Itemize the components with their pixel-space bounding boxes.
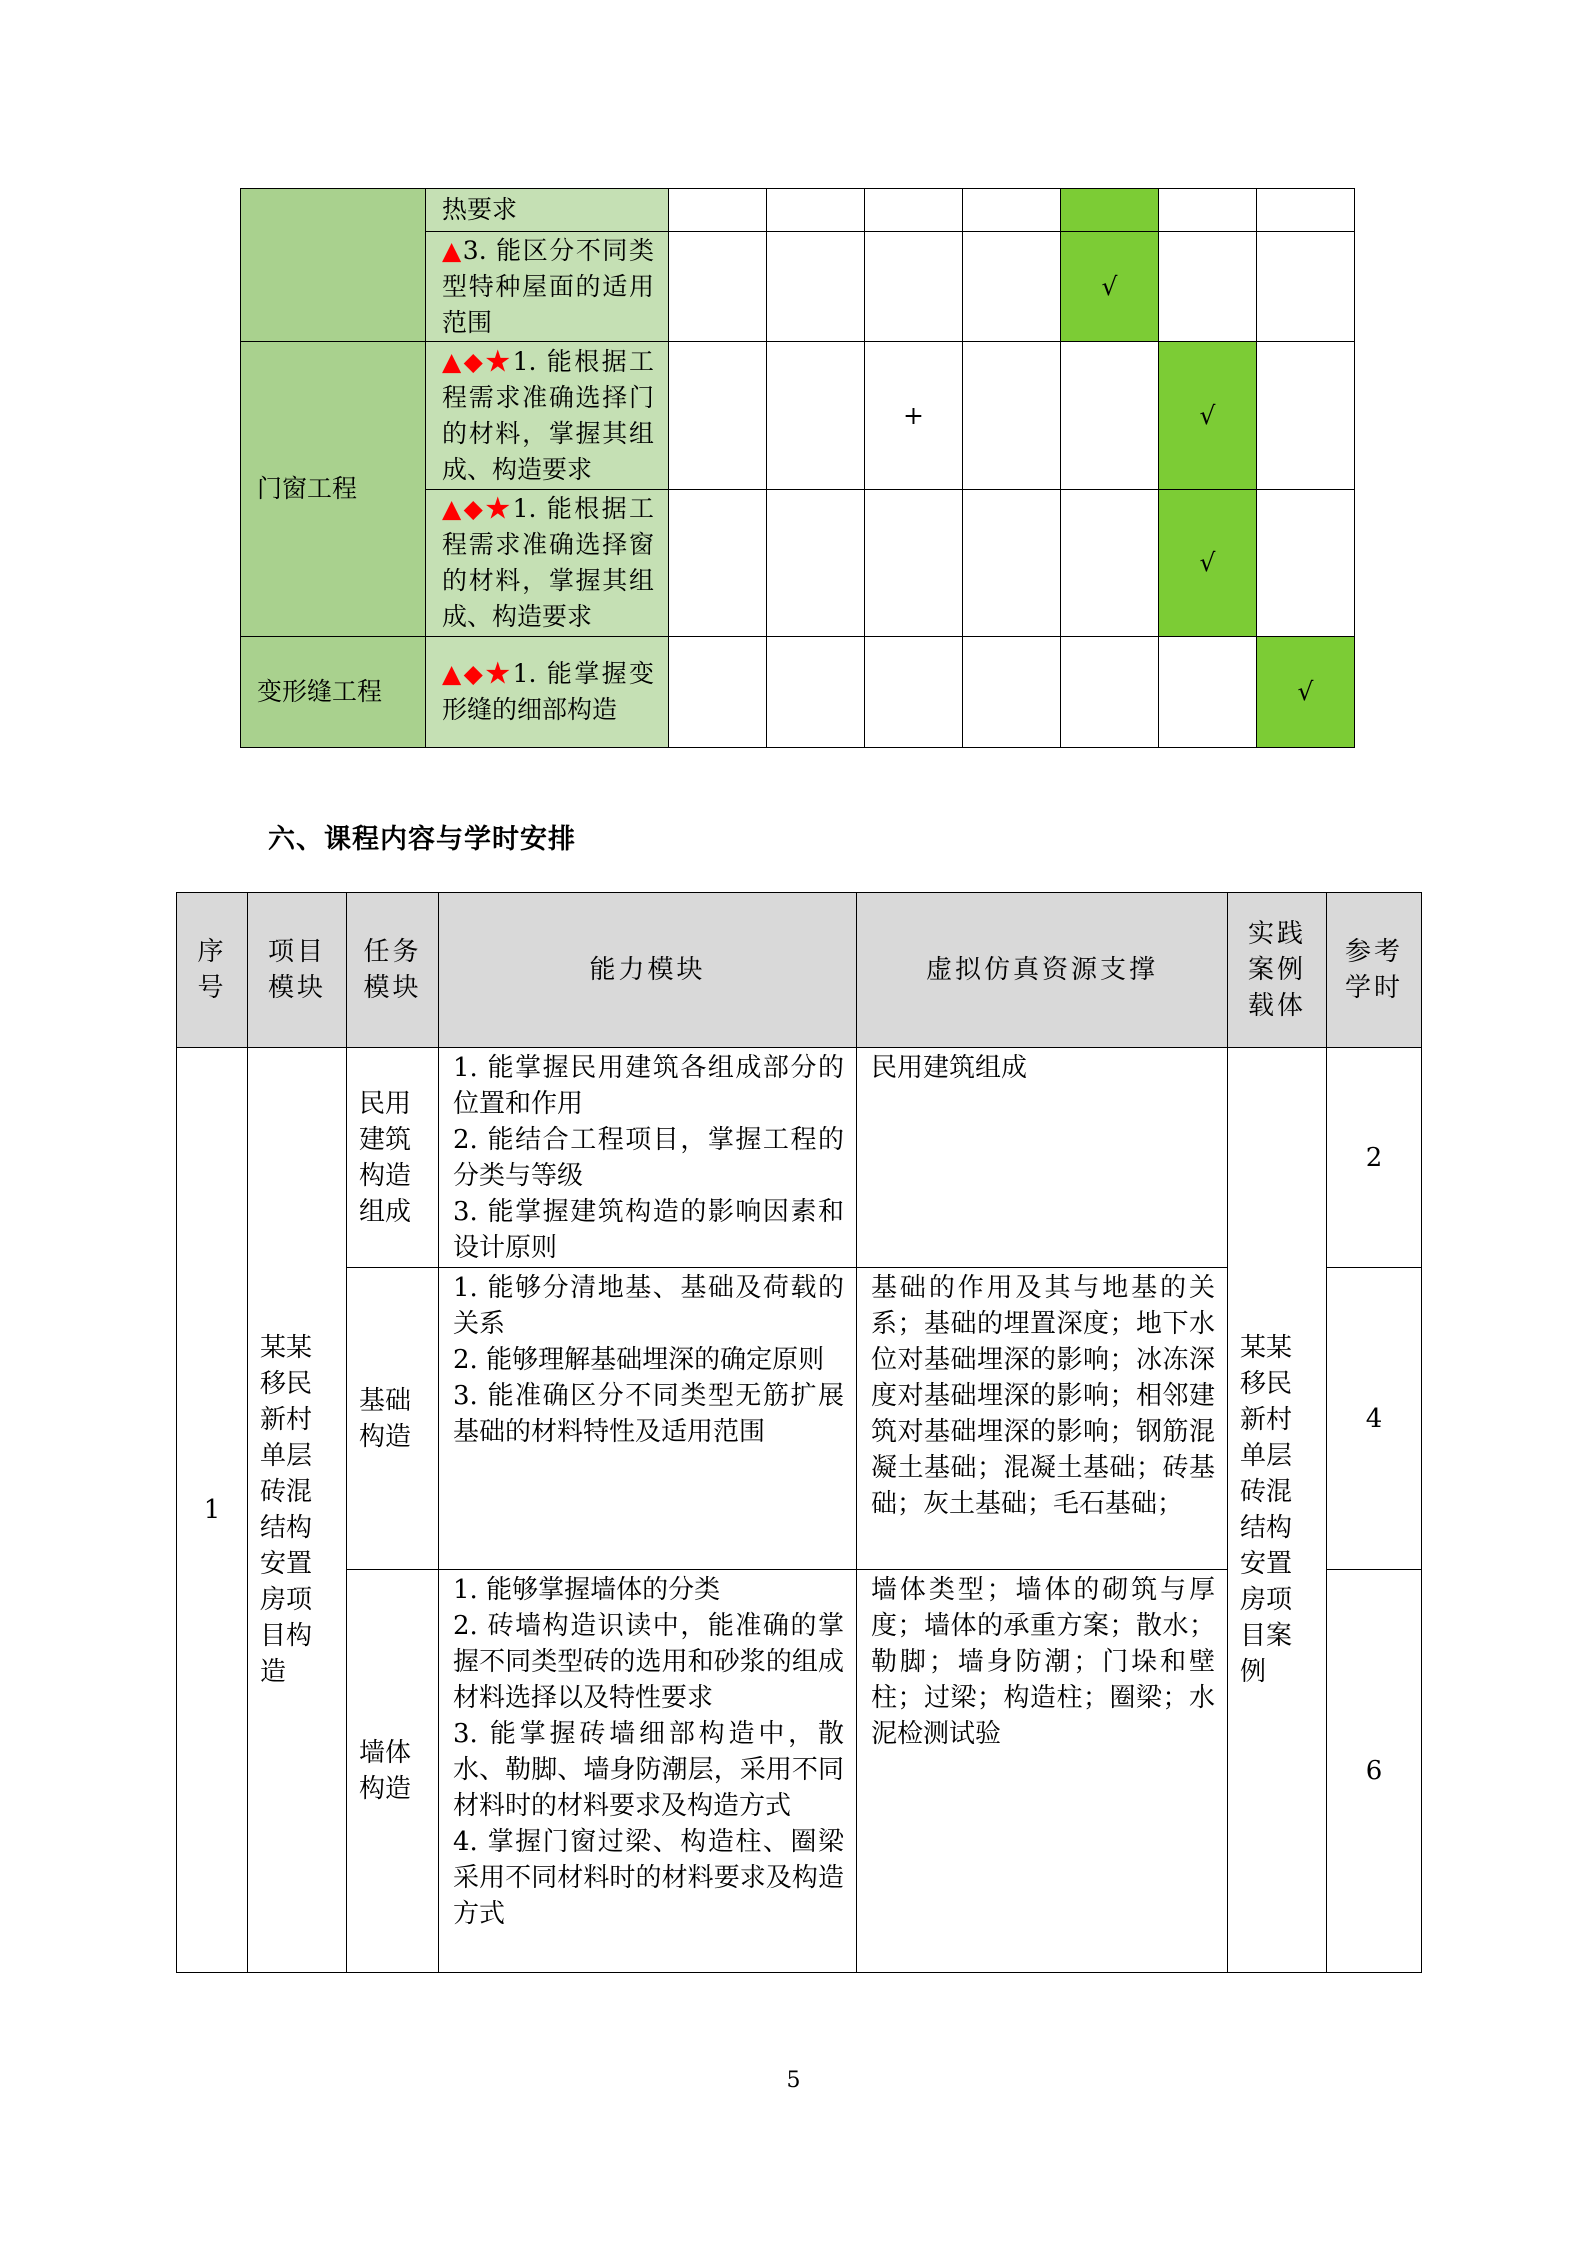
ability-item: 3. 能掌握砖墙细部构造中，散水、勒脚、墙身防潮层，采用不同材料时的材料要求及构造方式 (453, 1719, 844, 1821)
header-reference-hours: 参考学时 (1327, 893, 1422, 1048)
competency-matrix-table (240, 188, 1355, 748)
hours-cell: 6 (1327, 1570, 1422, 1973)
competency-symbols: ▲ (442, 235, 463, 265)
ability-item: 3. 能掌握建筑构造的影响因素和设计原则 (453, 1197, 844, 1263)
resource-cell: 基础的作用及其与地基的关系；基础的埋置深度；地下水位对基础埋深的影响；冰冻深度对基础埋深的影响；相邻建筑对基础埋深的影响；钢筋混凝土基础；混凝土基础；砖基础；灰土基础；毛石基础； (857, 1268, 1228, 1570)
matrix-mark-cell (669, 342, 767, 490)
matrix-mark-cell (767, 342, 865, 490)
resource-cell: 墙体类型；墙体的砌筑与厚度；墙体的承重方案；散水；勒脚；墙身防潮；门垛和壁柱；过梁；构造柱；圈梁；水泥检测试验 (857, 1570, 1228, 1973)
header-simulation-resource: 虚拟仿真资源支撑 (857, 893, 1228, 1048)
matrix-mark-cell (963, 490, 1061, 637)
matrix-mark-cell (767, 189, 865, 232)
matrix-module-cell: 门窗工程 (241, 342, 426, 637)
matrix-mark-cell (669, 637, 767, 748)
matrix-mark-cell (1061, 637, 1159, 748)
matrix-mark-cell-highlighted: √ (1159, 490, 1257, 637)
matrix-mark-cell (963, 637, 1061, 748)
hours-cell: 2 (1327, 1048, 1422, 1268)
matrix-ability-cell (426, 637, 669, 748)
matrix-module-cell: 变形缝工程 (241, 637, 426, 748)
matrix-ability-cell (426, 342, 669, 490)
ability-text: 1. 能掌握变形缝的细部构造 (442, 659, 654, 724)
course-content-table (176, 892, 1422, 1973)
header-ability-module: 能力模块 (439, 893, 857, 1048)
seq-cell: 1 (177, 1048, 248, 1973)
matrix-mark-cell-highlighted: √ (1257, 637, 1355, 748)
page-number: 5 (786, 2068, 801, 2093)
ability-text: 3. 能区分不同类型特种屋面的适用范围 (442, 235, 654, 337)
matrix-mark-cell (1159, 232, 1257, 342)
competency-symbols: ▲◆★ (442, 659, 513, 688)
matrix-mark-cell (963, 232, 1061, 342)
matrix-mark-cell (767, 232, 865, 342)
header-project-module: 项目模块 (248, 893, 347, 1048)
ability-item: 1. 能够分清地基、基础及荷载的关系 (453, 1273, 844, 1339)
task-module-cell: 民用建筑构造组成 (347, 1048, 439, 1268)
project-module-cell: 某某移民新村单层砖混结构安置房项目构造 (248, 1048, 347, 1973)
matrix-mark-cell (1159, 189, 1257, 232)
competency-symbols: ▲◆★ (442, 494, 513, 523)
matrix-mark-cell (669, 490, 767, 637)
matrix-mark-cell (1159, 637, 1257, 748)
matrix-mark-cell (865, 490, 963, 637)
task-module-cell: 墙体构造 (347, 1570, 439, 1973)
table-header-row (177, 893, 1422, 1048)
competency-symbols: ▲◆★ (442, 346, 513, 376)
ability-cell (439, 1268, 857, 1570)
header-seq: 序号 (177, 893, 248, 1048)
matrix-row (241, 637, 1355, 748)
ability-item: 2. 能够理解基础埋深的确定原则 (453, 1345, 825, 1375)
matrix-row (241, 189, 1355, 232)
ability-item: 2. 能结合工程项目，掌握工程的分类与等级 (453, 1125, 844, 1191)
matrix-mark-cell (865, 189, 963, 232)
ability-item: 1. 能够掌握墙体的分类 (453, 1575, 721, 1605)
matrix-mark-cell-highlighted (1061, 189, 1159, 232)
matrix-mark-cell (767, 637, 865, 748)
ability-item: 1. 能掌握民用建筑各组成部分的位置和作用 (453, 1053, 844, 1119)
matrix-row (241, 342, 1355, 490)
matrix-mark-cell (1257, 189, 1355, 232)
matrix-module-cell (241, 189, 426, 342)
matrix-ability-cell (426, 189, 669, 232)
practice-case-cell: 某某移民新村单层砖混结构安置房项目案例 (1228, 1048, 1327, 1973)
matrix-mark-cell (1061, 490, 1159, 637)
matrix-mark-cell (865, 232, 963, 342)
section-heading: 六、课程内容与学时安排 (268, 824, 576, 855)
header-task-module: 任务模块 (347, 893, 439, 1048)
task-module-cell: 基础构造 (347, 1268, 439, 1570)
matrix-mark-cell (767, 490, 865, 637)
matrix-mark-cell (1061, 342, 1159, 490)
table-row (177, 1048, 1422, 1268)
matrix-mark-cell (669, 232, 767, 342)
matrix-mark-cell-highlighted: √ (1061, 232, 1159, 342)
matrix-ability-cell (426, 232, 669, 342)
ability-cell (439, 1570, 857, 1973)
hours-cell: 4 (1327, 1268, 1422, 1570)
ability-text: 1. 能根据工程需求准确选择门的材料，掌握其组成、构造要求 (442, 346, 654, 484)
ability-item: 2. 砖墙构造识读中，能准确的掌握不同类型砖的选用和砂浆的组成材料选择以及特性要求 (453, 1611, 844, 1713)
matrix-mark-cell (865, 637, 963, 748)
matrix-mark-cell (669, 189, 767, 232)
matrix-mark-cell (1257, 342, 1355, 490)
ability-text: 热要求 (442, 195, 518, 224)
ability-cell (439, 1048, 857, 1268)
matrix-mark-cell (1257, 490, 1355, 637)
ability-item: 3. 能准确区分不同类型无筋扩展基础的材料特性及适用范围 (453, 1381, 844, 1447)
resource-cell: 民用建筑组成 (857, 1048, 1228, 1268)
matrix-mark-cell-highlighted: √ (1159, 342, 1257, 490)
matrix-mark-cell (1257, 232, 1355, 342)
ability-item: 4. 掌握门窗过梁、构造柱、圈梁采用不同材料时的材料要求及构造方式 (453, 1827, 844, 1929)
matrix-mark-cell (963, 342, 1061, 490)
header-practice-case: 实践案例载体 (1228, 893, 1327, 1048)
matrix-mark-cell (963, 189, 1061, 232)
matrix-mark-cell: + (865, 342, 963, 490)
ability-text: 1. 能根据工程需求准确选择窗的材料，掌握其组成、构造要求 (442, 494, 654, 631)
matrix-ability-cell (426, 490, 669, 637)
